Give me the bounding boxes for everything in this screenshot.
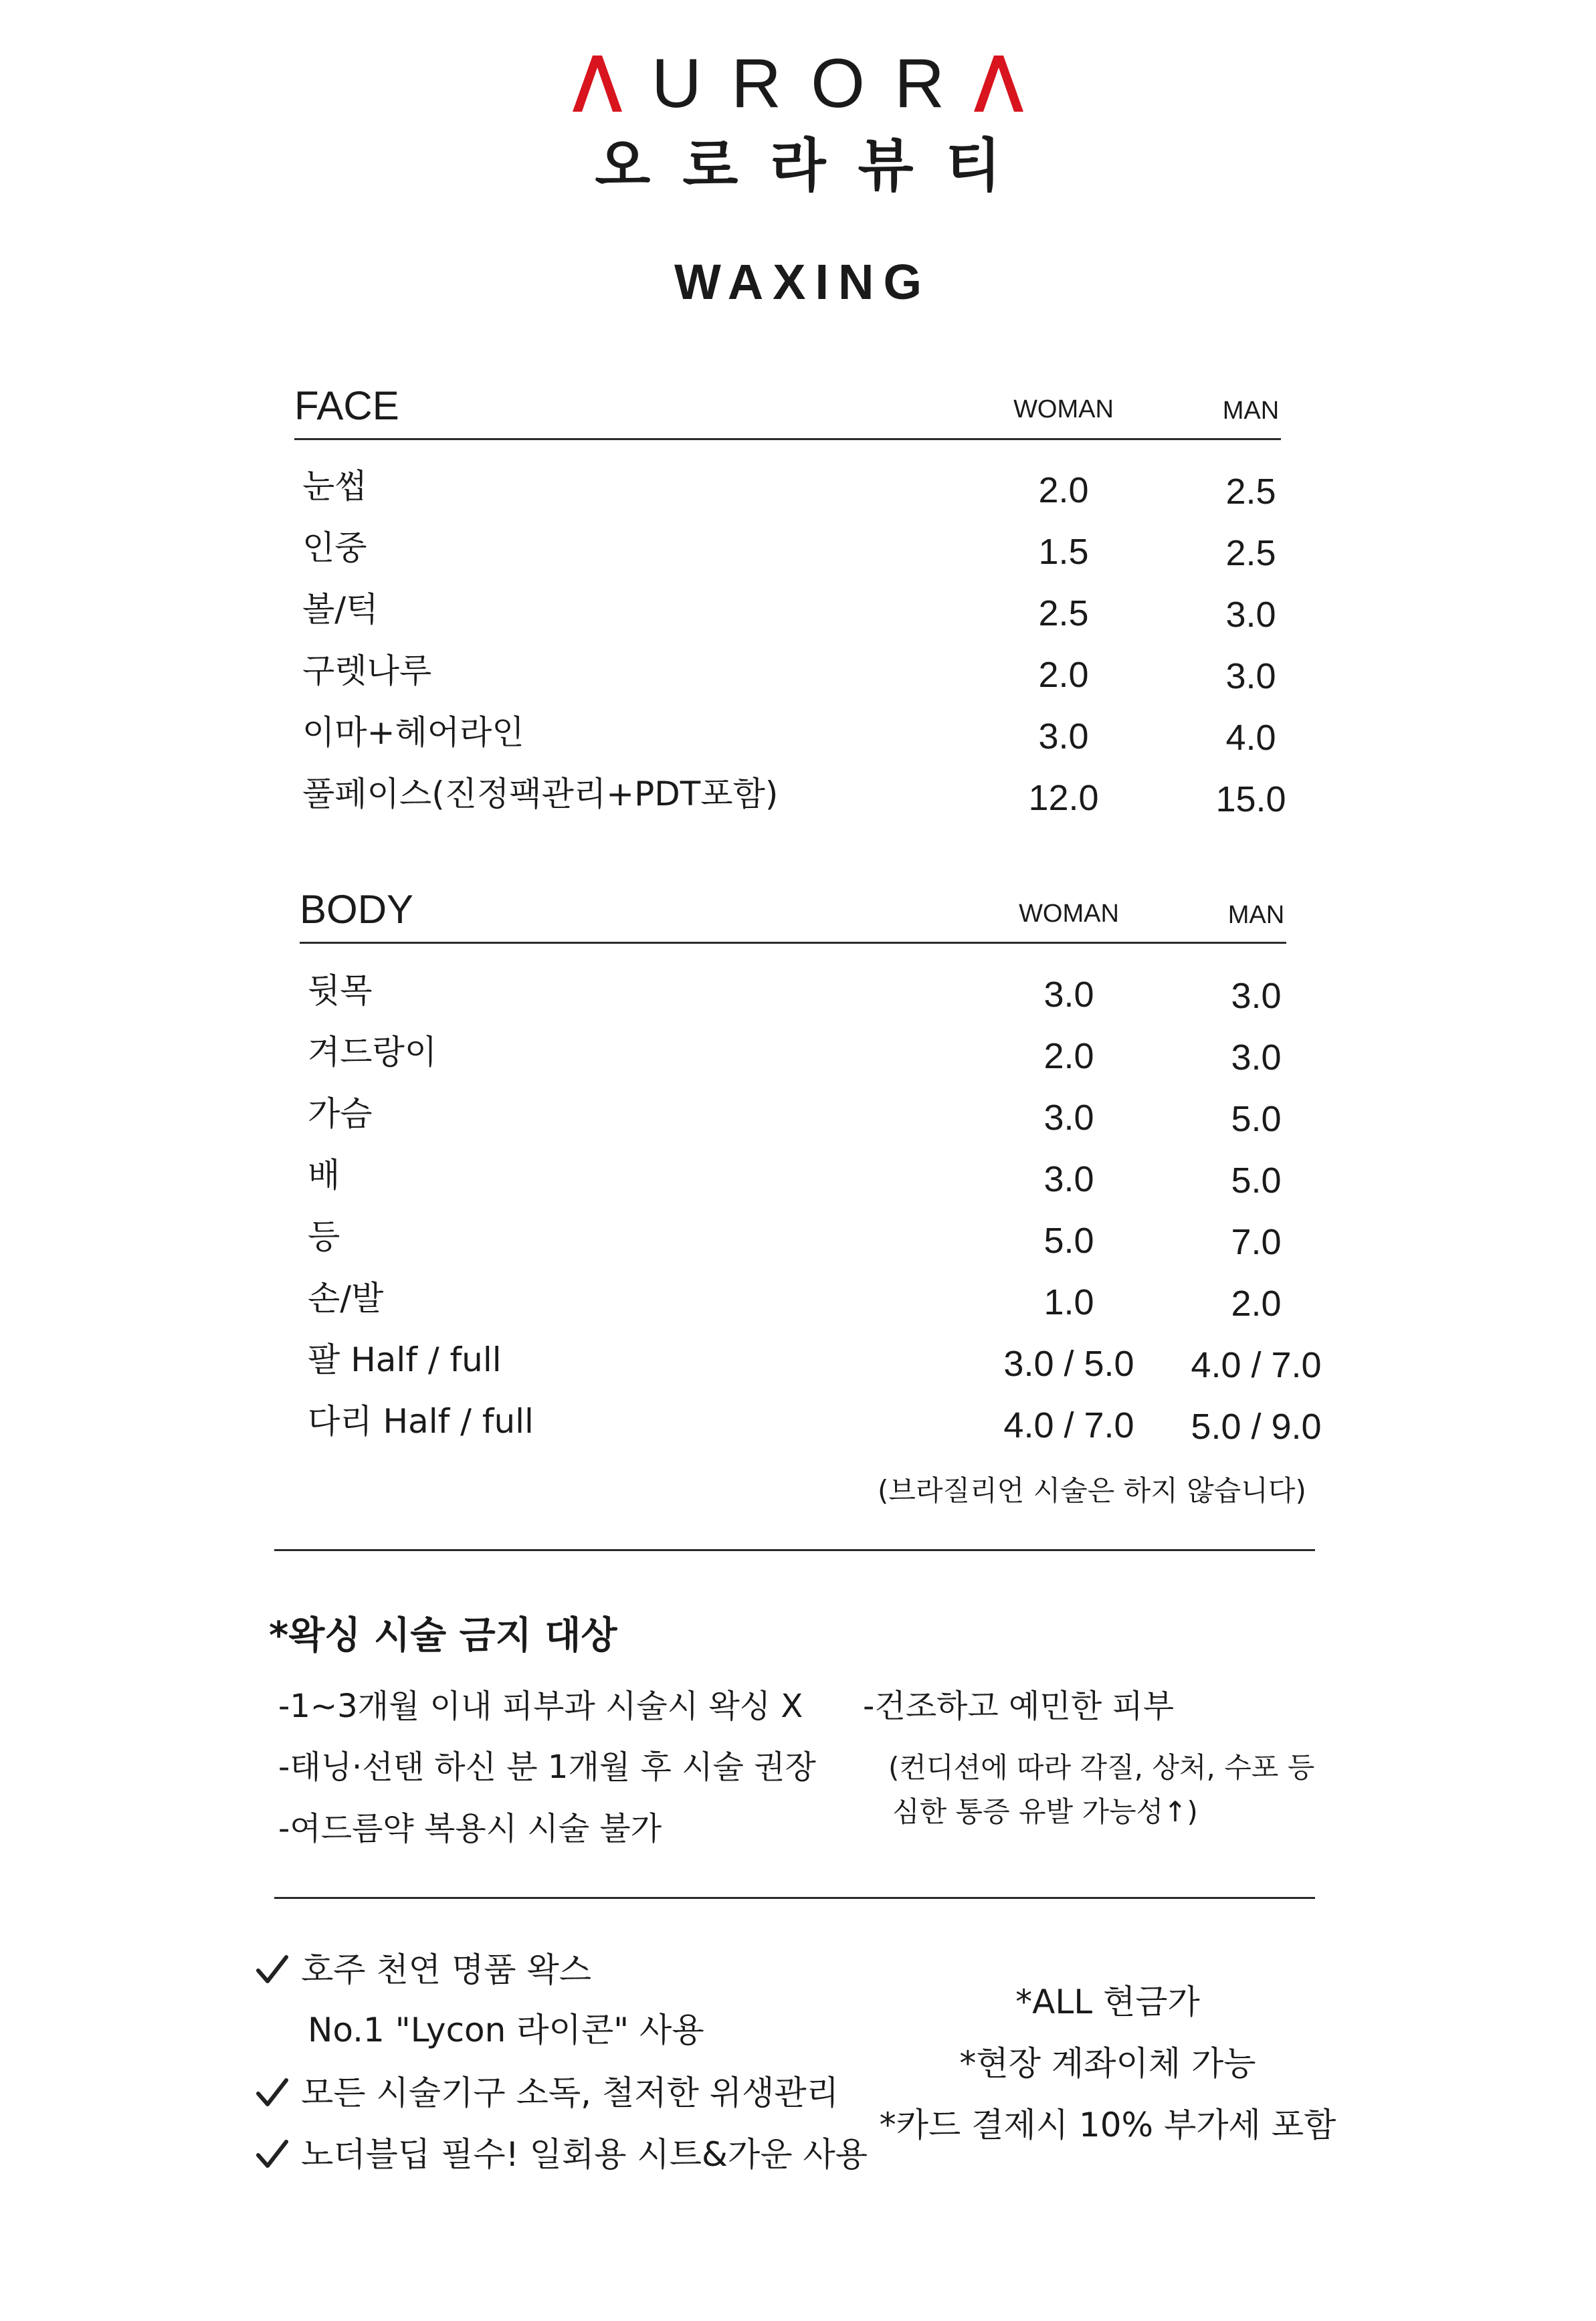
body-man-header: MAN xyxy=(1227,901,1285,929)
payment-note: *카드 결제시 10% 부가세 포함 xyxy=(879,2106,1336,2144)
feature-text: 노더블딥 필수! 일회용 시트&가운 사용 xyxy=(301,2135,868,2174)
body-row-man-price: 2.0 xyxy=(1231,1284,1282,1324)
body-row-man-price: 5.0 xyxy=(1231,1160,1282,1201)
checkmark-icon xyxy=(256,2076,289,2110)
body-row-woman-price: 3.0 xyxy=(1043,1159,1094,1199)
body-row-name: 팔 Half / full xyxy=(308,1340,502,1379)
face-row-man-price: 2.5 xyxy=(1225,533,1276,573)
feature-text: 호주 천연 명품 왁스 xyxy=(301,1950,592,1989)
face-row-woman-price: 2.5 xyxy=(1038,593,1089,633)
body-row-name: 배 xyxy=(308,1156,340,1195)
feature-text: 모든 시술기구 소독, 철저한 위생관리 xyxy=(301,2074,839,2112)
body-woman-header: WOMAN xyxy=(1019,900,1119,928)
face-row-name: 눈썹 xyxy=(302,467,367,506)
brand-korean-name: 오로라뷰티 xyxy=(595,132,1033,199)
body-row-woman-price: 3.0 xyxy=(1043,975,1094,1015)
body-row-name: 등 xyxy=(308,1217,340,1256)
body-row-name: 가슴 xyxy=(308,1094,373,1133)
logo-letter: R xyxy=(894,45,945,122)
body-row-name: 손/발 xyxy=(308,1279,384,1318)
section-divider xyxy=(274,1897,1315,1899)
face-section-title: FACE xyxy=(294,383,399,428)
face-row-man-price: 2.5 xyxy=(1225,472,1276,512)
body-row-woman-price: 4.0 / 7.0 xyxy=(1003,1405,1134,1445)
face-row-woman-price: 3.0 xyxy=(1038,716,1089,756)
caution-sub-note: 심한 통증 유발 가능성↑) xyxy=(892,1795,1198,1828)
face-man-header: MAN xyxy=(1222,397,1280,425)
face-row-man-price: 3.0 xyxy=(1225,656,1276,696)
caution-item: -태닝·선탠 하신 분 1개월 후 시술 권장 xyxy=(278,1748,816,1786)
caution-item: -여드름약 복용시 시술 불가 xyxy=(278,1810,662,1847)
face-row-woman-price: 2.0 xyxy=(1038,470,1089,510)
logo-a-mark-icon xyxy=(974,56,1023,112)
body-row-name: 뒷목 xyxy=(308,971,373,1010)
caution-sub-note: (컨디션에 따라 각질, 상처, 수포 등 xyxy=(888,1751,1315,1784)
body-header-rule xyxy=(300,942,1286,944)
body-row-woman-price: 2.0 xyxy=(1043,1036,1094,1076)
brand-logo xyxy=(0,47,1596,120)
feature-text: No.1 "Lycon 라이콘" 사용 xyxy=(308,2011,704,2049)
body-row-man-price: 5.0 xyxy=(1231,1099,1282,1139)
face-row-woman-price: 12.0 xyxy=(1028,778,1099,818)
body-row-name: 다리 Half / full xyxy=(308,1402,534,1441)
logo-letter: R xyxy=(730,45,782,122)
face-row-man-price: 4.0 xyxy=(1225,718,1276,758)
logo-letter: O xyxy=(811,45,865,122)
body-row-name: 겨드랑이 xyxy=(308,1033,437,1072)
face-row-woman-price: 1.5 xyxy=(1038,532,1089,572)
face-row-name: 볼/턱 xyxy=(302,590,379,629)
body-row-woman-price: 3.0 / 5.0 xyxy=(1003,1344,1134,1384)
body-row-man-price: 3.0 xyxy=(1231,976,1282,1016)
face-row-name: 이마+헤어라인 xyxy=(302,713,524,752)
checkmark-icon xyxy=(256,1953,289,1987)
caution-item: -건조하고 예민한 피부 xyxy=(863,1688,1175,1725)
caution-title: *왁싱 시술 금지 대상 xyxy=(269,1614,617,1657)
body-row-man-price: 3.0 xyxy=(1231,1037,1282,1078)
body-section-title: BODY xyxy=(300,887,414,932)
face-row-name: 구렛나루 xyxy=(302,651,432,690)
page-title: WAXING xyxy=(674,254,932,310)
body-row-man-price: 5.0 / 9.0 xyxy=(1191,1407,1322,1447)
body-row-woman-price: 1.0 xyxy=(1043,1282,1094,1322)
face-header-rule xyxy=(294,438,1281,440)
feature-item xyxy=(256,2076,839,2110)
feature-item xyxy=(256,2135,868,2174)
logo-a-mark-icon xyxy=(573,56,622,112)
body-row-man-price: 7.0 xyxy=(1231,1222,1282,1262)
face-row-man-price: 3.0 xyxy=(1225,595,1276,635)
face-row-woman-price: 2.0 xyxy=(1038,655,1089,695)
face-woman-header: WOMAN xyxy=(1013,395,1114,423)
face-row-man-price: 15.0 xyxy=(1215,779,1286,819)
body-row-man-price: 4.0 / 7.0 xyxy=(1191,1345,1322,1385)
payment-note: *ALL 현금가 xyxy=(1015,1983,1200,2021)
face-row-name: 풀페이스(진정팩관리+PDT포함) xyxy=(302,775,779,813)
logo-letter: U xyxy=(651,45,702,122)
payment-note: *현장 계좌이체 가능 xyxy=(959,2044,1256,2083)
brazilian-note: (브라질리언 시술은 하지 않습니다) xyxy=(878,1474,1306,1507)
body-row-woman-price: 3.0 xyxy=(1043,1098,1094,1138)
body-row-woman-price: 5.0 xyxy=(1043,1221,1094,1261)
face-row-name: 인중 xyxy=(302,528,367,567)
feature-item xyxy=(256,1950,592,1989)
caution-item: -1~3개월 이내 피부과 시술시 왁싱 X xyxy=(278,1688,803,1725)
section-divider xyxy=(274,1549,1315,1551)
checkmark-icon xyxy=(256,2138,289,2171)
feature-sub-item xyxy=(308,2013,704,2047)
